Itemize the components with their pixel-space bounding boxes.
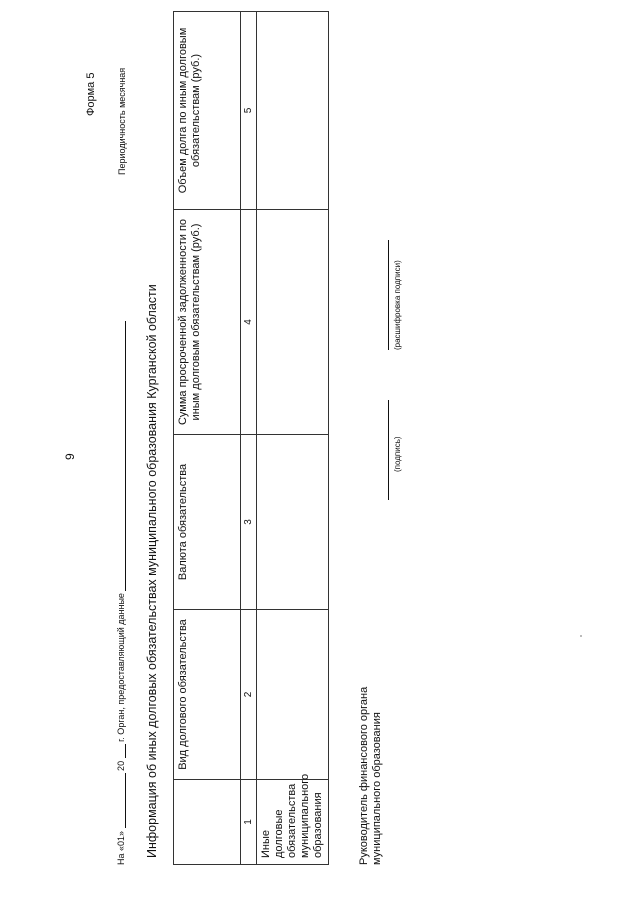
form-label: Форма 5 (85, 72, 97, 116)
column-number-1: 1 (241, 780, 257, 865)
header-cell-1 (174, 780, 241, 865)
organ-label: Орган, предоставляющий данные (116, 593, 126, 735)
signatory-role: Руководитель финансового органа муниципального образования (358, 686, 383, 865)
organ-blank[interactable] (115, 321, 126, 591)
month-blank[interactable] (115, 773, 126, 828)
year-prefix: 20 (116, 760, 126, 771)
column-number-row (241, 12, 257, 865)
header-cell-5: Объем долга по иным долговым обязательствам (руб.) (174, 12, 241, 210)
decode-caption: (расшифровка подписи) (393, 260, 402, 350)
signature-caption: (подпись) (393, 436, 402, 472)
signature-line[interactable] (388, 400, 389, 500)
date-prefix: На «01» (116, 830, 126, 865)
data-cell-volume[interactable] (257, 12, 329, 210)
data-cell-overdue[interactable] (257, 210, 329, 435)
data-cell-kind[interactable] (257, 610, 329, 780)
column-number-3: 3 (241, 435, 257, 610)
header-cell-3: Валюта обязательства (174, 435, 241, 610)
document-title: Информация об иных долговых обязательствах муниципального образования Курганской области (145, 284, 159, 858)
periodicity-label: Периодичность месячная (117, 67, 127, 175)
page-number: 9 (63, 453, 77, 460)
data-cell-currency[interactable] (257, 435, 329, 610)
column-number-5: 5 (241, 12, 257, 210)
column-number-2: 2 (241, 610, 257, 780)
header-cell-4: Сумма просроченной задолженности по иным долговым обязательствам (руб.) (174, 210, 241, 435)
column-number-4: 4 (241, 210, 257, 435)
debt-table (173, 11, 329, 865)
report-header-line (115, 321, 126, 865)
year-blank[interactable] (115, 744, 126, 758)
header-cell-2: Вид долгового обязательства (174, 610, 241, 780)
scan-speck (580, 635, 582, 637)
table-row (257, 12, 329, 865)
table-header-row (174, 12, 241, 865)
signature-decode-line[interactable] (388, 240, 389, 350)
year-suffix: г. (116, 737, 126, 742)
row-label-cell: Иные долговые обязательства муниципального образования (257, 780, 329, 865)
